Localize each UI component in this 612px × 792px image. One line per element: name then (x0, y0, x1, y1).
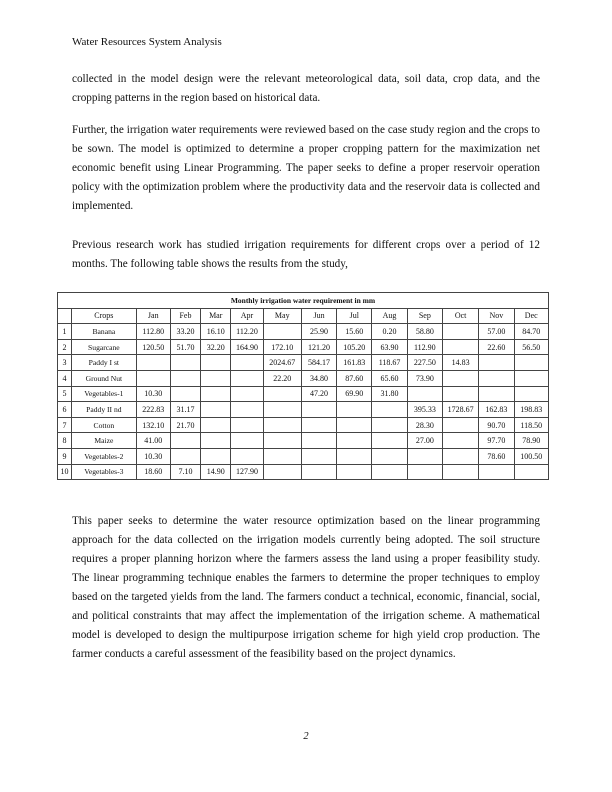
table-header-row (58, 308, 549, 324)
value-cell: 127.90 (231, 464, 263, 480)
value-cell (170, 355, 200, 371)
value-cell: 18.60 (136, 464, 170, 480)
value-cell (514, 370, 549, 386)
value-cell (337, 433, 372, 449)
value-cell: 10.30 (136, 386, 170, 402)
table-row (58, 324, 549, 340)
value-cell: 16.10 (201, 324, 231, 340)
crop-name-cell: Vegetables-2 (72, 448, 137, 464)
table-row (58, 448, 549, 464)
value-cell (337, 464, 372, 480)
column-header: Jun (301, 308, 336, 324)
value-cell (231, 386, 263, 402)
value-cell: 118.67 (372, 355, 407, 371)
value-cell (442, 370, 478, 386)
value-cell (337, 448, 372, 464)
table-row (58, 370, 549, 386)
row-number-cell: 1 (58, 324, 72, 340)
value-cell (136, 370, 170, 386)
column-header: Nov (479, 308, 514, 324)
crop-name-cell: Paddy II nd (72, 402, 137, 418)
table-row (58, 402, 549, 418)
value-cell (201, 433, 231, 449)
value-cell (263, 464, 301, 480)
value-cell: 78.60 (479, 448, 514, 464)
crop-name-cell: Vegetables-1 (72, 386, 137, 402)
value-cell (263, 433, 301, 449)
value-cell: 121.20 (301, 339, 336, 355)
value-cell: 63.90 (372, 339, 407, 355)
value-cell (442, 464, 478, 480)
column-header: Jul (337, 308, 372, 324)
crop-name-cell: Paddy I st (72, 355, 137, 371)
value-cell: 584.17 (301, 355, 336, 371)
row-number-cell: 10 (58, 464, 72, 480)
crop-name-cell: Sugarcane (72, 339, 137, 355)
value-cell: 14.83 (442, 355, 478, 371)
value-cell (372, 464, 407, 480)
value-cell: 21.70 (170, 417, 200, 433)
value-cell (479, 355, 514, 371)
value-cell: 57.00 (479, 324, 514, 340)
value-cell (514, 355, 549, 371)
value-cell (231, 448, 263, 464)
column-header: Feb (170, 308, 200, 324)
value-cell (201, 402, 231, 418)
value-cell: 27.00 (407, 433, 442, 449)
value-cell (301, 433, 336, 449)
value-cell: 100.50 (514, 448, 549, 464)
value-cell (407, 464, 442, 480)
value-cell (231, 417, 263, 433)
body-paragraph-3: Previous research work has studied irrigation requirements for different crops over a period of 12 months. The following table shows the results from the study, (72, 239, 540, 270)
column-header: Crops (72, 308, 137, 324)
value-cell: 31.80 (372, 386, 407, 402)
value-cell (442, 339, 478, 355)
value-cell: 90.70 (479, 417, 514, 433)
table-title: Monthly irrigation water requirement in mm (58, 293, 549, 309)
value-cell: 41.00 (136, 433, 170, 449)
value-cell: 73.90 (407, 370, 442, 386)
value-cell: 132.10 (136, 417, 170, 433)
value-cell (301, 417, 336, 433)
column-header: Sep (407, 308, 442, 324)
table-row (58, 464, 549, 480)
value-cell (479, 386, 514, 402)
crop-name-cell: Maize (72, 433, 137, 449)
value-cell (442, 324, 478, 340)
column-header: Jan (136, 308, 170, 324)
value-cell: 1728.67 (442, 402, 478, 418)
crop-name-cell: Ground Nut (72, 370, 137, 386)
value-cell (479, 370, 514, 386)
value-cell: 14.90 (201, 464, 231, 480)
value-cell (170, 448, 200, 464)
value-cell: 78.90 (514, 433, 549, 449)
column-header: May (263, 308, 301, 324)
row-number-cell: 4 (58, 370, 72, 386)
value-cell (231, 355, 263, 371)
value-cell: 87.60 (337, 370, 372, 386)
table-row (58, 339, 549, 355)
body-paragraph-4: This paper seeks to determine the water resource optimization based on the linear programming approach for the data collected on the irrigation models currently being adopted. The soil structure requires a proper planning horizon where the farmers assess the land using a proper feasibility study. The linear programming technique enables the farmers to determine the proper techniques to employ based on the targeted yields from the land. The farmers conduct a technical, economic, financial, social, and political constraints that may affect the implementation of the irrigation scheme. A mathematical model is developed to design the multipurpose irrigation scheme for high yield crop production. The farmer conducts a careful assessment of the feasibility based on the project dynamics. (72, 515, 540, 660)
value-cell: 47.20 (301, 386, 336, 402)
row-number-cell: 7 (58, 417, 72, 433)
value-cell: 172.10 (263, 339, 301, 355)
value-cell: 161.83 (337, 355, 372, 371)
column-header: Apr (231, 308, 263, 324)
value-cell: 58.80 (407, 324, 442, 340)
row-number-cell: 5 (58, 386, 72, 402)
column-header (58, 308, 72, 324)
value-cell: 25.90 (301, 324, 336, 340)
value-cell: 2024.67 (263, 355, 301, 371)
value-cell (170, 370, 200, 386)
value-cell: 28.30 (407, 417, 442, 433)
table-row (58, 433, 549, 449)
value-cell: 10.30 (136, 448, 170, 464)
value-cell (263, 448, 301, 464)
value-cell (337, 417, 372, 433)
value-cell (372, 433, 407, 449)
value-cell (301, 402, 336, 418)
value-cell (514, 464, 549, 480)
table-row (58, 417, 549, 433)
value-cell (170, 386, 200, 402)
page-number: 2 (303, 731, 309, 742)
value-cell (201, 386, 231, 402)
table-row (58, 386, 549, 402)
value-cell: 31.17 (170, 402, 200, 418)
value-cell: 22.20 (263, 370, 301, 386)
value-cell: 32.20 (201, 339, 231, 355)
value-cell (337, 402, 372, 418)
value-cell: 162.83 (479, 402, 514, 418)
value-cell: 105.20 (337, 339, 372, 355)
value-cell (372, 417, 407, 433)
value-cell: 395.33 (407, 402, 442, 418)
running-header: Water Resources System Analysis (72, 36, 222, 48)
value-cell: 0.20 (372, 324, 407, 340)
value-cell: 65.60 (372, 370, 407, 386)
column-header: Dec (514, 308, 549, 324)
value-cell (301, 448, 336, 464)
value-cell: 164.90 (231, 339, 263, 355)
row-number-cell: 6 (58, 402, 72, 418)
value-cell (231, 370, 263, 386)
value-cell: 112.90 (407, 339, 442, 355)
row-number-cell: 2 (58, 339, 72, 355)
value-cell (263, 417, 301, 433)
value-cell: 84.70 (514, 324, 549, 340)
value-cell: 198.83 (514, 402, 549, 418)
value-cell (263, 402, 301, 418)
value-cell (263, 386, 301, 402)
value-cell: 56.50 (514, 339, 549, 355)
body-paragraph-1: collected in the model design were the relevant meteorological data, soil data, crop data, and the cropping patterns in the region based on historical data. (72, 73, 540, 104)
column-header: Oct (442, 308, 478, 324)
table-body (58, 324, 549, 480)
row-number-cell: 3 (58, 355, 72, 371)
body-paragraph-2: Further, the irrigation water requirements were reviewed based on the case study region and the crops to be sown. The model is optimized to determine a proper cropping pattern for the maximization net economic benefit using Linear Programming. The paper seeks to define a proper reservoir operation policy with the optimization problem where the productivity data and the reservoir data is collected and implemented. (72, 124, 540, 212)
value-cell (231, 433, 263, 449)
value-cell (301, 464, 336, 480)
table-title-row (58, 293, 549, 309)
value-cell: 69.90 (337, 386, 372, 402)
value-cell: 112.80 (136, 324, 170, 340)
value-cell: 112.20 (231, 324, 263, 340)
column-header: Mar (201, 308, 231, 324)
value-cell (407, 386, 442, 402)
value-cell (201, 370, 231, 386)
value-cell: 97.70 (479, 433, 514, 449)
value-cell (201, 417, 231, 433)
value-cell (372, 448, 407, 464)
value-cell (201, 355, 231, 371)
value-cell: 34.80 (301, 370, 336, 386)
value-cell (514, 386, 549, 402)
value-cell (136, 355, 170, 371)
irrigation-requirement-table (57, 292, 549, 480)
value-cell: 118.50 (514, 417, 549, 433)
value-cell (442, 448, 478, 464)
crop-name-cell: Cotton (72, 417, 137, 433)
value-cell: 227.50 (407, 355, 442, 371)
irrigation-table-container (57, 292, 549, 480)
value-cell (442, 417, 478, 433)
value-cell (263, 324, 301, 340)
row-number-cell: 8 (58, 433, 72, 449)
value-cell (442, 433, 478, 449)
value-cell (407, 448, 442, 464)
value-cell: 222.83 (136, 402, 170, 418)
value-cell: 33.20 (170, 324, 200, 340)
value-cell: 120.50 (136, 339, 170, 355)
column-header: Aug (372, 308, 407, 324)
value-cell (479, 464, 514, 480)
value-cell: 51.70 (170, 339, 200, 355)
value-cell: 15.60 (337, 324, 372, 340)
crop-name-cell: Banana (72, 324, 137, 340)
value-cell (442, 386, 478, 402)
value-cell (170, 433, 200, 449)
value-cell (231, 402, 263, 418)
row-number-cell: 9 (58, 448, 72, 464)
value-cell (201, 448, 231, 464)
value-cell (372, 402, 407, 418)
crop-name-cell: Vegetables-3 (72, 464, 137, 480)
value-cell: 7.10 (170, 464, 200, 480)
table-row (58, 355, 549, 371)
value-cell: 22.60 (479, 339, 514, 355)
